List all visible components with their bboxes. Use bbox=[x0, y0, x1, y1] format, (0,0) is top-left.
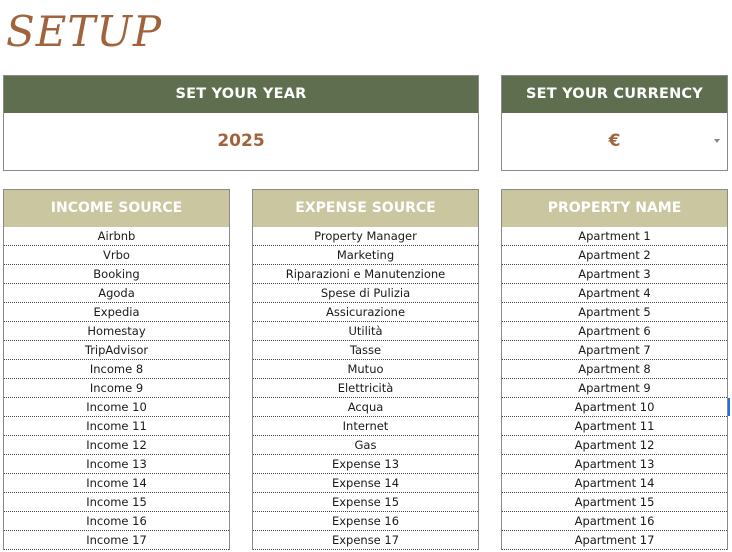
property-name-cell[interactable]: Apartment 3 bbox=[502, 265, 727, 284]
income-source-cell[interactable]: Income 16 bbox=[4, 512, 229, 531]
income-source-cell[interactable]: Income 9 bbox=[4, 379, 229, 398]
expense-source-cell[interactable]: Expense 15 bbox=[253, 493, 478, 512]
expense-source-cell[interactable]: Tasse bbox=[253, 341, 478, 360]
expense-source-cell[interactable]: Assicurazione bbox=[253, 303, 478, 322]
property-name-cell[interactable]: Apartment 5 bbox=[502, 303, 727, 322]
property-name-cell[interactable]: Apartment 16 bbox=[502, 512, 727, 531]
expense-source-cell[interactable]: Property Manager bbox=[253, 227, 478, 246]
expense-source-cell[interactable]: Riparazioni e Manutenzione bbox=[253, 265, 478, 284]
property-name-cell[interactable]: Apartment 2 bbox=[502, 246, 727, 265]
expense-source-cell[interactable]: Expense 14 bbox=[253, 474, 478, 493]
property-name-cell[interactable]: Apartment 11 bbox=[502, 417, 727, 436]
expense-source-cell[interactable]: Marketing bbox=[253, 246, 478, 265]
income-source-list bbox=[4, 227, 229, 550]
income-source-cell[interactable]: Income 14 bbox=[4, 474, 229, 493]
property-name-cell[interactable]: Apartment 4 bbox=[502, 284, 727, 303]
expense-source-cell[interactable]: Acqua bbox=[253, 398, 478, 417]
income-source-cell[interactable]: Expedia bbox=[4, 303, 229, 322]
property-name-cell[interactable]: Apartment 15 bbox=[502, 493, 727, 512]
income-source-cell[interactable]: TripAdvisor bbox=[4, 341, 229, 360]
currency-dropdown[interactable] bbox=[502, 113, 727, 169]
expense-source-cell[interactable]: Elettricità bbox=[253, 379, 478, 398]
property-name-cell[interactable]: Apartment 10 bbox=[502, 398, 727, 417]
page-title: SETUP bbox=[6, 7, 163, 56]
income-source-cell[interactable]: Income 13 bbox=[4, 455, 229, 474]
year-input[interactable]: 2025 bbox=[217, 131, 265, 151]
property-name-cell[interactable]: Apartment 9 bbox=[502, 379, 727, 398]
expense-source-cell[interactable]: Spese di Pulizia bbox=[253, 284, 478, 303]
income-source-cell[interactable]: Agoda bbox=[4, 284, 229, 303]
property-name-cell[interactable]: Apartment 12 bbox=[502, 436, 727, 455]
expense-source-header: EXPENSE SOURCE bbox=[253, 190, 478, 227]
expense-source-column bbox=[252, 189, 479, 550]
currency-panel bbox=[501, 75, 728, 171]
currency-label: SET YOUR CURRENCY bbox=[502, 76, 727, 113]
property-name-list bbox=[502, 227, 727, 550]
expense-source-list bbox=[253, 227, 478, 550]
income-source-cell[interactable]: Income 10 bbox=[4, 398, 229, 417]
property-name-cell[interactable]: Apartment 6 bbox=[502, 322, 727, 341]
property-name-header: PROPERTY NAME bbox=[502, 190, 727, 227]
expense-source-cell[interactable]: Expense 17 bbox=[253, 531, 478, 550]
income-source-cell[interactable]: Income 15 bbox=[4, 493, 229, 512]
income-source-header: INCOME SOURCE bbox=[4, 190, 229, 227]
expense-source-cell[interactable]: Expense 13 bbox=[253, 455, 478, 474]
chevron-down-icon[interactable] bbox=[714, 139, 720, 143]
income-source-cell[interactable]: Income 11 bbox=[4, 417, 229, 436]
income-source-cell[interactable]: Income 12 bbox=[4, 436, 229, 455]
expense-source-cell[interactable]: Mutuo bbox=[253, 360, 478, 379]
property-name-cell[interactable]: Apartment 1 bbox=[502, 227, 727, 246]
property-name-cell[interactable]: Apartment 7 bbox=[502, 341, 727, 360]
income-source-cell[interactable]: Booking bbox=[4, 265, 229, 284]
year-panel bbox=[3, 75, 479, 171]
expense-source-cell[interactable]: Utilità bbox=[253, 322, 478, 341]
currency-value: € bbox=[608, 131, 621, 151]
income-source-cell[interactable]: Airbnb bbox=[4, 227, 229, 246]
property-name-cell[interactable]: Apartment 8 bbox=[502, 360, 727, 379]
property-name-cell[interactable]: Apartment 14 bbox=[502, 474, 727, 493]
expense-source-cell[interactable]: Internet bbox=[253, 417, 478, 436]
income-source-cell[interactable]: Income 8 bbox=[4, 360, 229, 379]
year-label: SET YOUR YEAR bbox=[4, 76, 478, 113]
income-source-column bbox=[3, 189, 230, 550]
expense-source-cell[interactable]: Gas bbox=[253, 436, 478, 455]
income-source-cell[interactable]: Income 17 bbox=[4, 531, 229, 550]
cell-selection-indicator bbox=[728, 398, 732, 416]
property-name-cell[interactable]: Apartment 13 bbox=[502, 455, 727, 474]
income-source-cell[interactable]: Homestay bbox=[4, 322, 229, 341]
expense-source-cell[interactable]: Expense 16 bbox=[253, 512, 478, 531]
property-name-cell[interactable]: Apartment 17 bbox=[502, 531, 727, 550]
property-name-column bbox=[501, 189, 728, 550]
income-source-cell[interactable]: Vrbo bbox=[4, 246, 229, 265]
